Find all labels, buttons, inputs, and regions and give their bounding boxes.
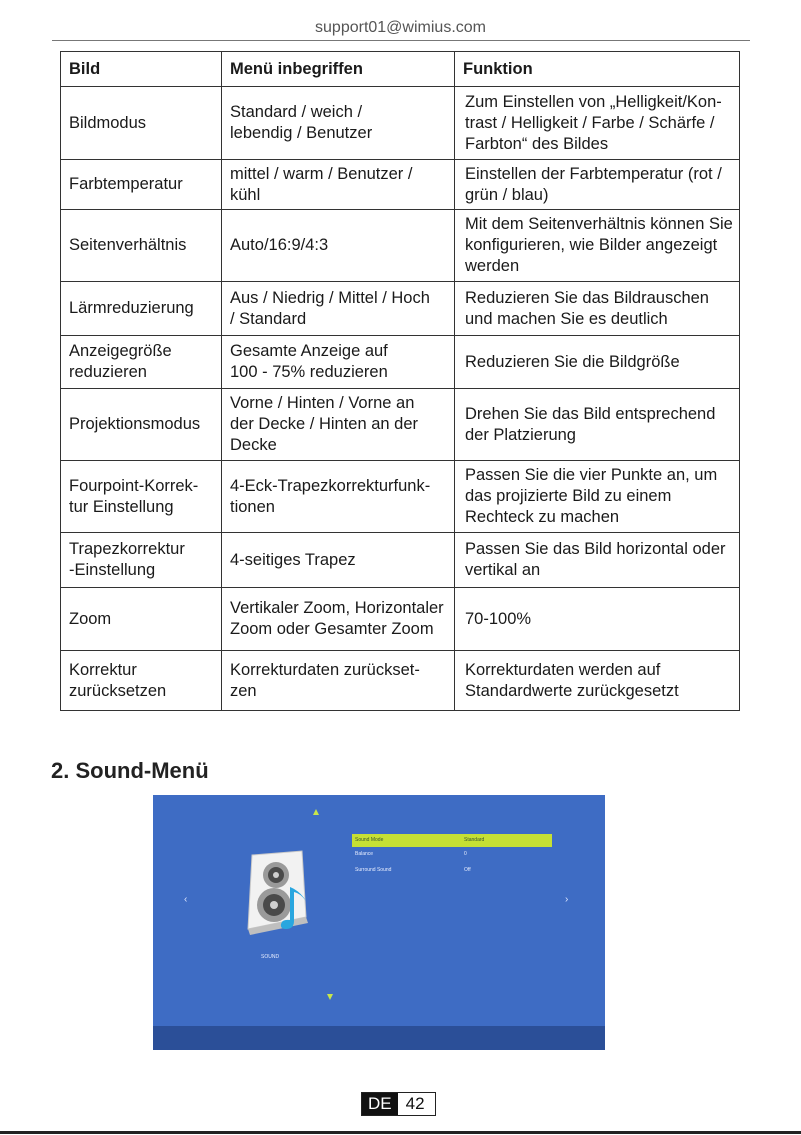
column-header: Menü inbegriffen bbox=[222, 52, 455, 87]
cell-bild: Farbtemperatur bbox=[61, 160, 222, 210]
menu-row-label: Sound Mode bbox=[355, 837, 384, 843]
nav-right-icon: › bbox=[565, 894, 569, 905]
cell-funktion: Reduzieren Sie das Bildrauschen und machen Sie es deutlich bbox=[455, 282, 740, 336]
menu-tab-bar bbox=[153, 1026, 605, 1050]
table-row bbox=[61, 160, 740, 210]
arrow-up-icon bbox=[313, 809, 319, 815]
cell-menu: 4-seitiges Trapez bbox=[222, 533, 455, 588]
speaker-icon bbox=[234, 847, 314, 937]
cell-funktion: Drehen Sie das Bild entsprechend der Platzierung bbox=[455, 389, 740, 461]
menu-row-sound-mode[interactable] bbox=[352, 834, 552, 847]
page-number-value: 42 bbox=[398, 1093, 435, 1115]
cell-menu: Gesamte Anzeige auf 100 - 75% reduzieren bbox=[222, 336, 455, 389]
column-header: Funktion bbox=[455, 52, 740, 87]
cell-bild: Lärmreduzierung bbox=[61, 282, 222, 336]
menu-row-surround-sound[interactable] bbox=[352, 864, 552, 877]
table-row bbox=[61, 87, 740, 160]
table-row bbox=[61, 389, 740, 461]
table-row bbox=[61, 461, 740, 533]
cell-menu: Vertikaler Zoom, Horizontaler Zoom oder Gesamter Zoom bbox=[222, 588, 455, 651]
cell-menu: Standard / weich / lebendig / Benutzer bbox=[222, 87, 455, 160]
cell-bild: Projektionsmodus bbox=[61, 389, 222, 461]
cell-menu: Aus / Niedrig / Mittel / Hoch / Standard bbox=[222, 282, 455, 336]
column-header: Bild bbox=[61, 52, 222, 87]
cell-funktion: Zum Einstellen von „Helligkeit/Kon- trast / Helligkeit / Farbe / Schärfe / Farbton“ des Bildes bbox=[455, 87, 740, 160]
table-row bbox=[61, 282, 740, 336]
table-row bbox=[61, 588, 740, 651]
section-title: 2. Sound-Menü bbox=[51, 758, 209, 783]
cell-bild: Zoom bbox=[61, 588, 222, 651]
arrow-down-icon bbox=[327, 994, 333, 1000]
picture-menu-table bbox=[60, 51, 740, 711]
language-badge: DE bbox=[362, 1093, 398, 1115]
cell-menu: Auto/16:9/4:3 bbox=[222, 210, 455, 282]
menu-row-value: Off bbox=[464, 867, 471, 873]
cell-bild: Korrektur zurücksetzen bbox=[61, 651, 222, 711]
cell-bild: Anzeigegröße reduzieren bbox=[61, 336, 222, 389]
cell-bild: Seitenverhältnis bbox=[61, 210, 222, 282]
header-email: support01@wimius.com bbox=[315, 19, 486, 36]
cell-bild: Bildmodus bbox=[61, 87, 222, 160]
menu-row-balance[interactable] bbox=[352, 848, 552, 861]
page-number bbox=[361, 1092, 436, 1116]
cell-bild: Fourpoint-Korrek- tur Einstellung bbox=[61, 461, 222, 533]
nav-left-icon: ‹ bbox=[184, 894, 188, 905]
cell-funktion: Einstellen der Farbtemperatur (rot / grün / blau) bbox=[455, 160, 740, 210]
menu-row-value: Standard bbox=[464, 837, 485, 843]
header-divider bbox=[52, 40, 750, 41]
cell-funktion: Korrekturdaten werden auf Standardwerte zurückgesetzt bbox=[455, 651, 740, 711]
sound-icon-label: SOUND bbox=[261, 954, 280, 960]
table-header-row bbox=[61, 52, 740, 87]
cell-funktion: Passen Sie die vier Punkte an, um das projizierte Bild zu einem Rechteck zu machen bbox=[455, 461, 740, 533]
menu-row-label: Balance bbox=[355, 851, 374, 857]
cell-menu: 4-Eck-Trapezkorrekturfunk- tionen bbox=[222, 461, 455, 533]
cell-menu: Vorne / Hinten / Vorne an der Decke / Hinten an der Decke bbox=[222, 389, 455, 461]
footer-divider bbox=[0, 1131, 801, 1134]
cell-menu: mittel / warm / Benutzer / kühl bbox=[222, 160, 455, 210]
table-row bbox=[61, 336, 740, 389]
cell-bild: Trapezkorrektur -Einstellung bbox=[61, 533, 222, 588]
cell-funktion: Reduzieren Sie die Bildgröße bbox=[455, 336, 740, 389]
cell-funktion: 70-100% bbox=[455, 588, 740, 651]
sound-menu-screenshot bbox=[153, 795, 605, 1050]
table-row bbox=[61, 533, 740, 588]
table-row bbox=[61, 651, 740, 711]
menu-row-value: 0 bbox=[464, 851, 467, 857]
cell-menu: Korrekturdaten zurückset- zen bbox=[222, 651, 455, 711]
menu-row-label: Surround Sound bbox=[355, 867, 392, 873]
table-row bbox=[61, 210, 740, 282]
cell-funktion: Mit dem Seitenverhältnis können Sie konfigurieren, wie Bilder angezeigt werden bbox=[455, 210, 740, 282]
cell-funktion: Passen Sie das Bild horizontal oder vertikal an bbox=[455, 533, 740, 588]
